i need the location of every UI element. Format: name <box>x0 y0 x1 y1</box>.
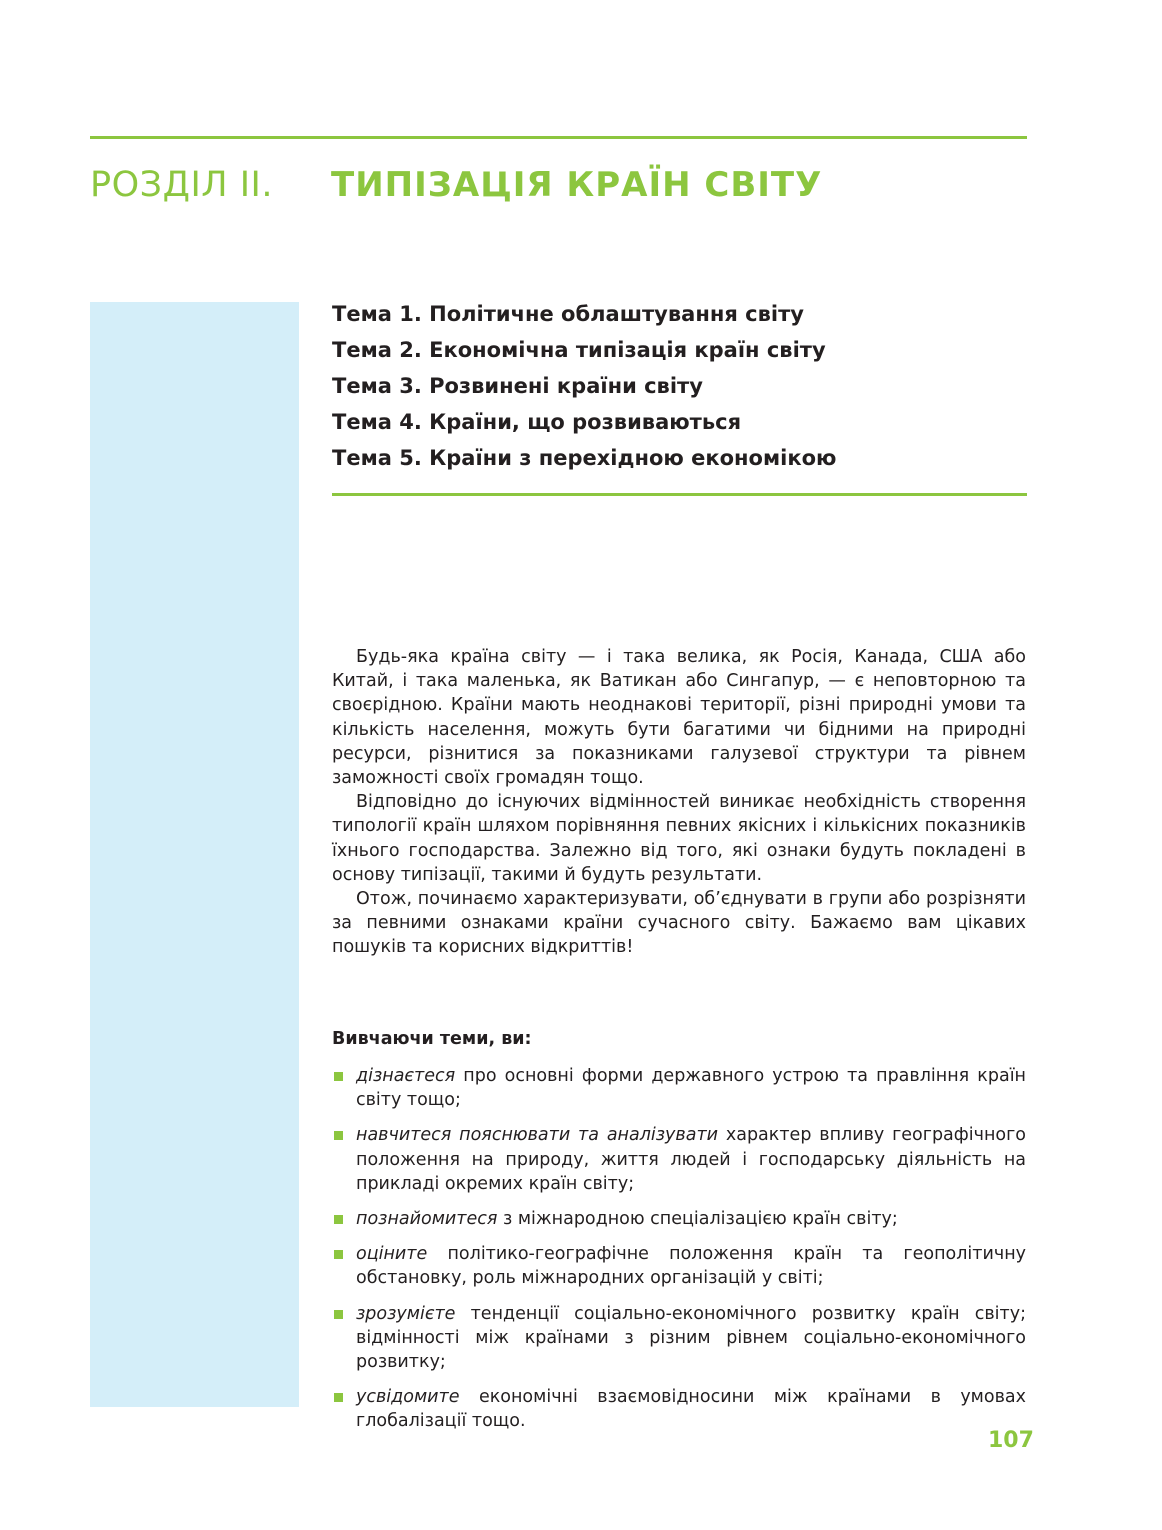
topic-item: Тема 5. Країни з перехідною економікою <box>332 446 837 470</box>
square-bullet-icon <box>334 1072 343 1081</box>
objective-text: політико-географічне положення країн та геополітичну обстановку, роль міжнародних організацій у світі; <box>356 1244 1026 1289</box>
square-bullet-icon <box>334 1215 343 1224</box>
objective-text: з міжнародною спеціалізацією країн світу; <box>497 1209 898 1230</box>
intro-text <box>332 645 1026 960</box>
objectives-heading: Вивчаючи теми, ви: <box>332 1029 532 1049</box>
square-bullet-icon <box>334 1250 343 1259</box>
section-title: ТИПІЗАЦІЯ КРАЇН СВІТУ <box>331 165 823 205</box>
top-divider <box>90 136 1027 139</box>
topics-divider <box>332 493 1027 496</box>
topic-item: Тема 4. Країни, що розвиваються <box>332 410 742 434</box>
topic-item: Тема 3. Розвинені країни світу <box>332 374 703 398</box>
objective-verb: усвідомите <box>356 1387 460 1408</box>
objective-verb: познайомитеся <box>356 1209 498 1230</box>
objective-item <box>332 1385 1026 1433</box>
objective-text: характер впливу географічного положення на природу, життя людей і господарську діяльність на прикладі окремих країн світу; <box>356 1125 1026 1194</box>
objective-verb: дізнаєтеся <box>356 1066 456 1086</box>
objectives-list <box>332 1064 1026 1445</box>
objective-text: про основні форми державного устрою та правління країн світу тощо; <box>356 1066 1026 1111</box>
objective-item <box>332 1302 1026 1375</box>
intro-paragraph: Відповідно до існуючих відмінностей виникає необхідність створення типології країн шляхом порівняння певних якісних і кількісних показників їхнього господарства. Залежно від того, які ознаки будуть покладені в основу типізації, такими й будуть результати. <box>332 792 1026 885</box>
objective-item <box>332 1207 1026 1231</box>
square-bullet-icon <box>334 1131 343 1140</box>
topics-list <box>332 296 836 476</box>
topic-item: Тема 1. Політичне облаштування світу <box>332 302 804 326</box>
intro-paragraph: Отож, починаємо характеризувати, об’єднувати в групи або розрізняти за певними ознаками країни сучасного світу. Бажаємо вам цікавих пошуків та корисних відкриттів! <box>332 889 1026 958</box>
objective-verb: навчитеся пояснювати та аналізувати <box>356 1125 719 1146</box>
square-bullet-icon <box>334 1393 343 1402</box>
section-label: РОЗДІЛ ІІ. <box>90 165 273 205</box>
intro-paragraph: Будь-яка країна світу — і така велика, як Росія, Канада, США або Китай, і така маленька, як Ватикан або Сингапур, — є неповторною та своєрідною. Країни мають неоднакові території, різні природні умови та кількість населення, можуть бути багатими чи бідними на природні ресурси, різнитися за показниками галузевої структури та рівнем заможності своїх громадян тощо. <box>332 647 1026 789</box>
objective-item <box>332 1064 1026 1112</box>
page-number: 107 <box>988 1428 1034 1453</box>
square-bullet-icon <box>334 1310 343 1319</box>
objective-item <box>332 1123 1026 1196</box>
objective-text: тенденції соціально-економічного розвитку країн світу; відмінності між країнами з різним рівнем соціально-економічного розвитку; <box>356 1303 1026 1373</box>
objective-verb: оціните <box>356 1244 428 1265</box>
objective-item <box>332 1242 1026 1290</box>
side-panel <box>90 302 299 1407</box>
objective-verb: зрозумієте <box>356 1303 456 1324</box>
objective-text: економічні взаємовідносини між країнами в умовах глобалізації тощо. <box>356 1387 1026 1432</box>
topic-item: Тема 2. Економічна типізація країн світу <box>332 338 826 362</box>
